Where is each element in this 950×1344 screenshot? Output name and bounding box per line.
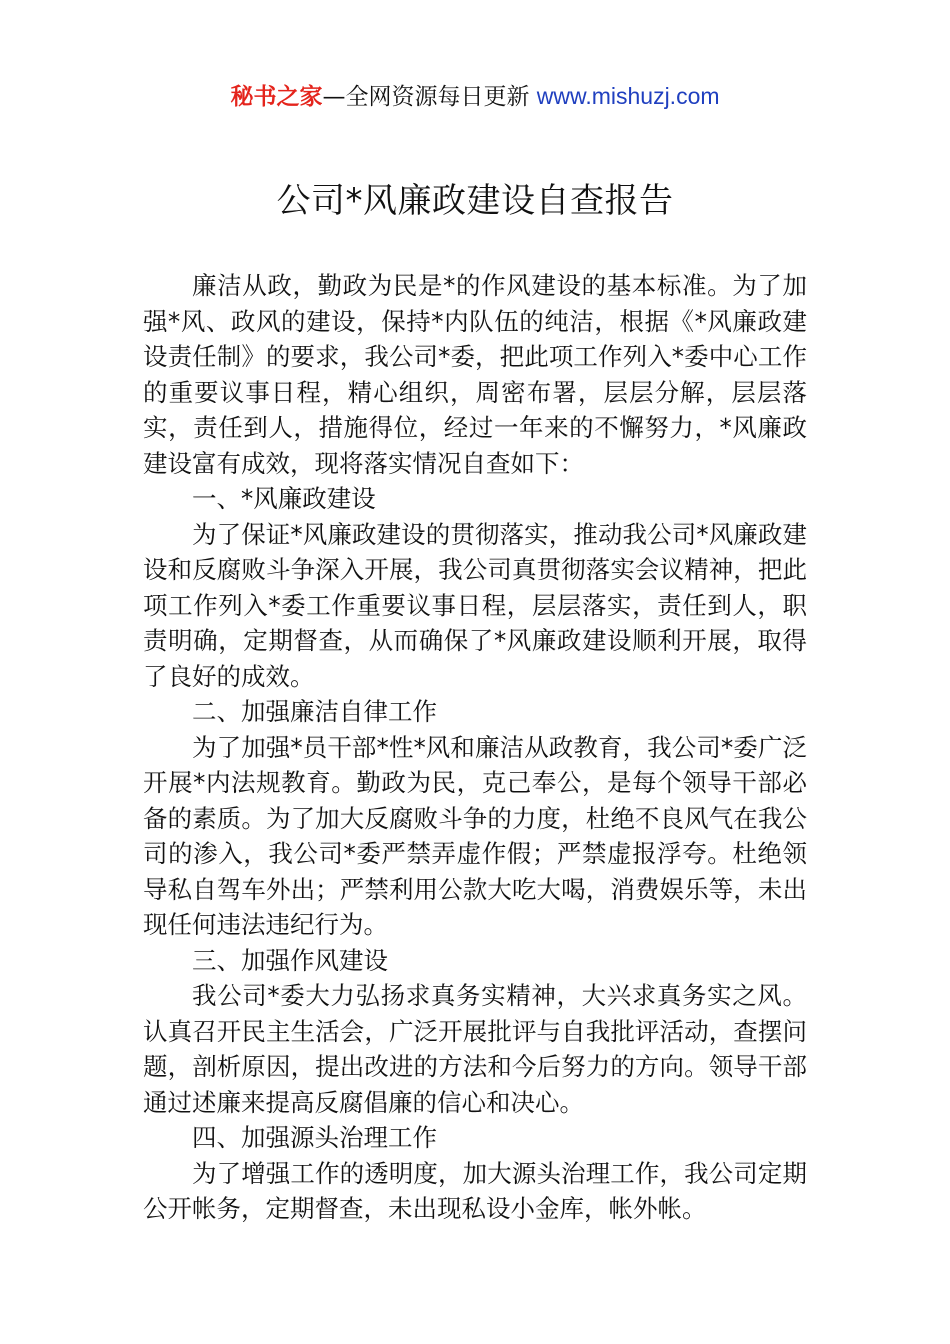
site-url[interactable]: www.mishuzj.com (536, 83, 720, 109)
section-paragraph-1: 为了保证*风廉政建设的贯彻落实，推动我公司*风廉政建设和反腐败斗争深入开展，我公司真贯彻落实会议精神，把此项工作列入*委工作重要议事日程，层层落实，责任到人，职责明确，定期督查，从而确保了*风廉政建设顺利开展，取得了良好的成效。 (143, 519, 807, 691)
section-heading-2: 二、加强廉洁自律工作 (192, 697, 437, 726)
section-heading-4: 四、加强源头治理工作 (192, 1123, 437, 1152)
section-paragraph-2: 为了加强*员干部*性*风和廉洁从政教育，我公司*委广泛开展*内法规教育。勤政为民，克己奉公，是每个领导干部必备的素质。为了加大反腐败斗争的力度，杜绝不良风气在我公司的渗入，我公司*委严禁弄虚作假；严禁虚报浮夸。杜绝领导私自驾车外出；严禁利用公款大吃大喝，消费娱乐等，未出现任何违法违纪行为。 (143, 732, 807, 939)
section-heading-1: 一、*风廉政建设 (192, 484, 376, 513)
document-body (143, 268, 807, 1227)
section-heading-3: 三、加强作风建设 (192, 945, 388, 975)
section-paragraph-3: 我公司*委大力弘扬求真务实精神，大兴求真务实之风。认真召开民主生活会，广泛开展批评与自我批评活动，查摆问题，剖析原因，提出改进的方法和今后努力的方向。领导干部通过述廉来提高反腐倡廉的信心和决心。 (143, 981, 807, 1117)
section-paragraph-4: 为了增强工作的透明度，加大源头治理工作，我公司定期公开帐务，定期督查，未出现私设小金库，帐外帐。 (143, 1158, 807, 1223)
document-title: 公司*风廉政建设自查报告 (276, 181, 674, 221)
header-tagline: —全网资源每日更新 (322, 84, 530, 110)
intro-paragraph: 廉洁从政，勤政为民是*的作风建设的基本标准。为了加强*风、政风的建设，保持*内队伍的纯洁，根据《*风廉政建设责任制》的要求，我公司*委，把此项工作列入*委中心工作的重要议事日程，精心组织，周密布署，层层分解，层层落实，责任到人，措施得位，经过一年来的不懈努力，*风廉政建设富有成效，现将落实情况自查如下： (143, 271, 807, 478)
site-header (0, 80, 950, 113)
brand-name: 秘书之家 (230, 84, 323, 110)
